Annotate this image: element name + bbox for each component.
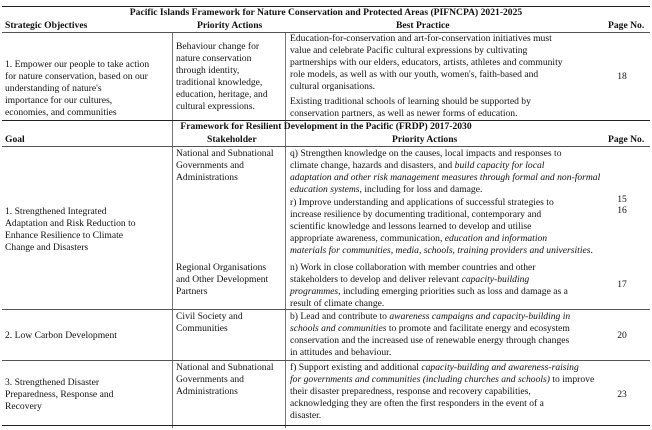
pifncpa-header-actions: Priority Actions	[197, 20, 263, 31]
pifncpa-practice-line: conservation partners, as well as newer forms of education.	[290, 108, 518, 119]
goal3-action-line: acknowledging they are often the first responders in the event of a	[290, 398, 544, 409]
goal1-action-r-line: scientific knowledge and lessons learned to develop and utilise	[290, 221, 532, 232]
goal2-action-line	[290, 323, 570, 335]
frdp-title: Framework for Resilient Development in the Pacific (FRDP) 2017-2030	[180, 121, 472, 132]
goal1-action-r-text: .	[590, 245, 593, 256]
pifncpa-header-objectives: Strategic Objectives	[5, 20, 88, 31]
goal3-line: 3. Strengthened Disaster	[5, 377, 100, 388]
goal3-action-line: disaster.	[290, 410, 322, 421]
goal1-action-r-emphasis: education and information	[444, 233, 548, 244]
goal1-action-q-emphasis: build capacity for local	[454, 160, 545, 171]
goal1-action-r-line: r) Improve understanding and applications of successful strategies to	[290, 197, 554, 208]
goal3-action-text: f) Support existing and additional	[290, 362, 422, 373]
goal1-page-number: 17	[617, 279, 627, 290]
pifncpa-practice-line: value and celebrate Pacific cultural expressions by cultivating	[290, 45, 528, 56]
pifncpa-page-number: 18	[617, 71, 627, 82]
goal1-stakeholder-a-line: National and Subnational	[176, 148, 274, 159]
pifncpa-action-line: traditional knowledge,	[176, 77, 263, 88]
pifncpa-practice-line: role models, as well as with our youth, women's, faith-based and	[290, 69, 539, 80]
goal3-stakeholder-line: National and Subnational	[176, 362, 274, 373]
pifncpa-action-line: cultural expressions.	[176, 101, 255, 112]
goal3-action-emphasis: capacity-building and awareness-raising	[421, 362, 579, 373]
goal2-action-line: conservation and the increased use of renewable energy through changes	[290, 335, 570, 346]
goal2-action-emphasis: awareness campaigns and capacity-building in	[389, 311, 571, 322]
goal1-action-r-emphasis: materials for communities, media, schools, training providers and universities	[290, 245, 591, 256]
goal3-stakeholder-line: Administrations	[176, 386, 238, 397]
goal1-action-q-line	[290, 184, 482, 196]
goal1-action-n-line	[290, 274, 529, 286]
goal3-action-text: to improve	[549, 374, 595, 385]
goal1-action-n-line: result of climate change.	[290, 298, 385, 309]
pifncpa-objective-line: economies, and communities	[5, 107, 117, 118]
goal2-action-emphasis: schools and communities	[290, 323, 387, 334]
goal3-action-line	[290, 374, 594, 386]
pifncpa-practice-line: cultural organisations.	[290, 81, 376, 92]
frdp-col-divider-1	[172, 147, 173, 428]
goal1-action-q-text: , including for loss and damage.	[359, 184, 483, 195]
goal1-action-r-line: increase resilience by documenting traditional, contemporary and	[290, 209, 542, 220]
goal2-stakeholder-line: Civil Society and	[176, 311, 243, 322]
frdp-header-page: Page No.	[608, 134, 645, 145]
goal1-line: 1. Strengthened Integrated	[5, 206, 107, 217]
pifncpa-action-line: through identity,	[176, 65, 240, 76]
pifncpa-practice-line: partnerships with our elders, educators, artists, athletes and community	[290, 57, 563, 68]
pifncpa-objective-line: importance for our cultures,	[5, 95, 113, 106]
frdp-header-rule	[2, 146, 650, 147]
goal3-line: Preparedness, Response and	[5, 389, 114, 400]
goal3-line: Recovery	[5, 401, 42, 412]
goal2-action-text: to promote and facilitate energy and ecosystem	[386, 323, 570, 334]
goal3-stakeholder-line: Governments and	[176, 374, 244, 385]
goal2-stakeholder-line: Communities	[176, 323, 228, 334]
goal2-page-number: 20	[617, 330, 627, 341]
goal1-action-q-line: adaptation and other risk management measures through formal and non-formal	[290, 172, 601, 183]
goal1-action-q-line: q) Strengthen knowledge on the causes, local impacts and responses to	[290, 148, 562, 159]
goal1-page-number: 16	[617, 205, 627, 216]
goal2-action-line: in attitudes and behaviour.	[290, 347, 392, 358]
pifncpa-objective-line: 1. Empower our people to take action	[5, 59, 150, 70]
goal1-action-r-line	[290, 233, 547, 245]
pifncpa-objective-line: for nature conservation, based on our	[5, 71, 148, 82]
goal2-top-rule	[2, 309, 650, 310]
goal1-line: Adaptation and Risk Reduction to	[5, 218, 136, 229]
goal2-action-line	[290, 311, 570, 323]
goal1-stakeholder-b-line: Partners	[176, 286, 208, 297]
goal1-stakeholder-a-line: Administrations	[176, 172, 238, 183]
frdp-col-divider-2	[285, 147, 286, 428]
goal1-stakeholder-b-line: and Other Development	[176, 274, 269, 285]
pifncpa-practice-line: Existing traditional schools of learning should be supported by	[290, 96, 531, 107]
pifncpa-header-page: Page No.	[608, 20, 645, 31]
frdp-header-goal: Goal	[5, 134, 25, 145]
goal1-line: Change and Disasters	[5, 242, 89, 253]
goal1-action-r-line	[290, 245, 593, 257]
goal1-stakeholder-a-line: Governments and	[176, 160, 244, 171]
pifncpa-header-practice: Best Practice	[396, 20, 450, 31]
goal1-action-n-emphasis: programmes	[290, 286, 339, 297]
goal3-action-line	[290, 362, 579, 374]
frdp-header-stakeholder: Stakeholder	[207, 134, 257, 145]
goal1-action-r-text: appropriate awareness, communication,	[290, 233, 445, 244]
goal1-action-q-line	[290, 160, 544, 172]
goal1-page-number: 15	[617, 194, 627, 205]
pifncpa-action-line: nature conservation	[176, 53, 252, 64]
pifncpa-practice-line: Education-for-conservation and art-for-conservation initiatives must	[290, 33, 552, 44]
pifncpa-action-line: education, heritage, and	[176, 89, 268, 100]
pifncpa-title: Pacific Islands Framework for Nature Conservation and Protected Areas (PIFNCPA) 2021-2025	[129, 7, 523, 18]
goal1-stakeholder-b-line: Regional Organisations	[176, 262, 267, 273]
goal1-action-q-emphasis: education systems	[290, 184, 360, 195]
goal3-top-rule	[2, 360, 650, 361]
goal1-action-n-line: n) Work in close collaboration with member countries and other	[290, 262, 536, 273]
pifncpa-objective-line: understanding of nature's	[5, 83, 102, 94]
goal1-action-n-emphasis: capacity-building	[461, 274, 530, 285]
goal1-action-n-text: , including emerging priorities such as loss and damage as a	[338, 286, 568, 297]
goal1-action-n-line	[290, 286, 568, 298]
goal1-line: Enhance Resilience to Climate	[5, 230, 124, 241]
pifncpa-action-line: Behaviour change for	[176, 41, 260, 52]
frdp-header-actions: Priority Actions	[392, 134, 458, 145]
goal2-action-text: b) Lead and contribute to	[290, 311, 390, 322]
goal1-action-n-text: stakeholders to develop and deliver relevant	[290, 274, 462, 285]
goal3-page-number: 23	[617, 389, 627, 400]
goal3-action-line: their disaster preparedness, response and recovery capabilities,	[290, 386, 531, 397]
goal1-action-q-text: climate change, hazards and disasters, and	[290, 160, 455, 171]
goal2-label: 2. Low Carbon Development	[5, 330, 117, 341]
goal3-action-emphasis: for governments and communities (including churches and schools)	[290, 374, 550, 385]
table-bottom-rule	[2, 425, 650, 426]
